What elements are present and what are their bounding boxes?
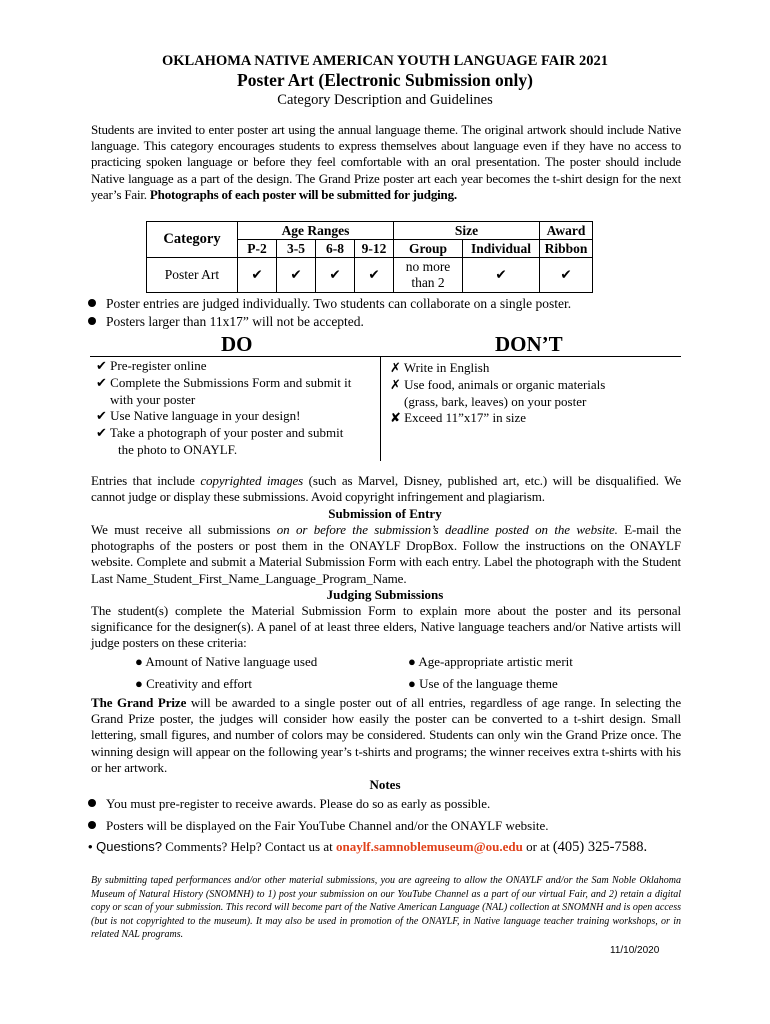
rule-item: Posters larger than 11x17” will not be accepted.: [88, 313, 571, 331]
do-item: ✔ Pre-register online: [96, 358, 207, 373]
age-3-5: 3-5: [277, 240, 316, 258]
size-header: Size: [394, 222, 540, 240]
award-header: Award: [540, 222, 593, 240]
document-date: 11/10/2020: [610, 945, 660, 956]
notes-heading: Notes: [369, 777, 401, 792]
criterion-item: ● Use of the language theme: [408, 676, 558, 691]
check-ribbon: ✔: [540, 258, 593, 293]
do-heading: DO: [221, 332, 253, 356]
criterion-item: ● Amount of Native language used: [135, 654, 318, 669]
age-6-8: 6-8: [316, 240, 355, 258]
rules-list: [88, 295, 571, 331]
group-limit: [394, 258, 463, 293]
criterion-item: ● Age-appropriate artistic merit: [408, 654, 573, 669]
check-3-5: ✔: [277, 258, 316, 293]
dont-heading: DON’T: [495, 332, 563, 356]
submission-paragraph: We must receive all submissions on or before the submission’s deadline posted on the website. E-mail the photographs of the posters or post them in the ONAYLF DropBox. Follow the instructions on the ONAYLF website. Complete and submit a Material Submission Form with each entry. Label the photograph with the Student Last Name_Student_First_Name_Language_Program_Name.: [91, 522, 681, 586]
dont-list: [390, 360, 680, 427]
category-header: Category: [147, 222, 238, 258]
rule-item: Poster entries are judged individually. Two students can collaborate on a single poster.: [88, 295, 571, 313]
category-title: Poster Art (Electronic Submission only): [237, 70, 533, 90]
judging-heading: Judging Submissions: [326, 587, 444, 602]
dont-item: ✗ Write in English: [390, 360, 490, 375]
criterion-item: ● Creativity and effort: [135, 676, 252, 691]
note-item: Posters will be displayed on the Fair YouTube Channel and/or the ONAYLF website.: [88, 818, 548, 834]
check-p2: ✔: [238, 258, 277, 293]
bullet-icon: [88, 317, 96, 325]
age-ranges-header: Age Ranges: [238, 222, 394, 240]
dont-item: ✗ Use food, animals or organic materials: [390, 376, 606, 392]
check-9-12: ✔: [355, 258, 394, 293]
bullet-icon: [88, 299, 96, 307]
check-6-8: ✔: [316, 258, 355, 293]
age-p2: P-2: [238, 240, 277, 258]
age-9-12: 9-12: [355, 240, 394, 258]
fine-print: By submitting taped performances and/or other material submissions, you are agreeing to allow the ONAYLF and/or the Sam Noble Oklahoma Museum of Natural History (SNOMNH) to 1) post your submission on our YouTube Channel as a part of our virtual Fair, and 2) retain a digital copy or scan of your submission. This record will become part of the Native American Language (NAL) collection at SNOMNH and is open access (but is not copyrighted to the museum). It may also be used in promotion of the ONAYLF, in Native language teacher training workshops, or in related NAL programs.: [91, 875, 681, 940]
group-header: Group: [394, 240, 463, 258]
grand-prize-bold: The Grand Prize: [91, 695, 187, 710]
do-dont-divider: [90, 356, 681, 357]
copyright-paragraph: Entries that include copyrighted images (such as Marvel, Disney, published art, etc.) will be disqualified. We cannot judge or display these submissions. Avoid copyright infringement and plagiarism.: [91, 473, 682, 505]
intro-text: Students are invited to enter poster art using the annual language theme. The original artwork should include Native language. This category encourages students to express themselves about language even if they have no access to practicing spoken language or before they feel comfortable with an oral presentation. The poster should include Native language as a part of the design. The Grand Prize poster art each year becomes the t-shirt design for the next year’s Fair.: [91, 122, 681, 202]
judging-paragraph: The student(s) complete the Material Submission Form to explain more about the poster and its personal significance for the designer(s). A panel of at least three elders, Native language teachers and/or Native artists will judge posters on these criteria:: [91, 603, 681, 651]
do-item-continued: the photo to ONAYLF.: [118, 441, 238, 457]
category-table: [146, 221, 593, 293]
grand-prize-paragraph: The Grand Prize will be awarded to a single poster out of all entries, regardless of age range. In selecting the Grand Prize poster, the judges will consider how easily the poster can be converted to a t-shirt design. Small lettering, small figures, and number of colors may be considered. Students can only win the Grand Prize once. The winning design will appear on the following year’s t-shirts and programs; the winner receives extra t-shirts with his or her artwork.: [91, 695, 681, 775]
do-item: ✔ Complete the Submissions Form and submit it: [96, 374, 352, 390]
deadline-italic: on or before the submission’s deadline posted on the website.: [276, 522, 618, 537]
guidelines-subtitle: Category Description and Guidelines: [277, 92, 493, 108]
do-item: ✔ Use Native language in your design!: [96, 408, 301, 424]
bullet-icon: [88, 799, 96, 807]
poster-art-label: Poster Art: [147, 258, 238, 293]
contact-line: • Questions? Comments? Help? Contact us at onaylf.samnoblemuseum@ou.edu or at (405) 325-7588.: [88, 839, 648, 855]
contact-questions: • Questions?: [88, 839, 162, 854]
group-limit-line2: than 2: [411, 275, 445, 290]
do-item: ✔ Take a photograph of your poster and submit: [96, 425, 344, 441]
check-individual: ✔: [463, 258, 540, 293]
individual-header: Individual: [463, 240, 540, 258]
intro-paragraph: [91, 122, 681, 203]
copyright-italic: copyrighted images: [200, 473, 304, 488]
do-dont-column-divider: [380, 356, 381, 461]
dont-item-continued: (grass, bark, leaves) on your poster: [404, 393, 587, 409]
contact-email-link[interactable]: onaylf.samnoblemuseum@ou.edu: [335, 839, 523, 854]
note-item: You must pre-register to receive awards. Please do so as early as possible.: [88, 796, 490, 812]
fair-title: OKLAHOMA NATIVE AMERICAN YOUTH LANGUAGE FAIR 2021: [161, 53, 609, 69]
submission-heading: Submission of Entry: [328, 506, 442, 521]
do-item-continued: with your poster: [110, 391, 196, 407]
group-limit-line1: no more: [405, 259, 451, 274]
intro-bold-text: Photographs of each poster will be submitted for judging.: [149, 186, 457, 202]
ribbon-header: Ribbon: [540, 240, 593, 258]
do-list: [96, 358, 376, 459]
dont-item: ✘ Exceed 11”x17” in size: [390, 410, 527, 426]
bullet-icon: [88, 821, 96, 829]
contact-phone: (405) 325-7588.: [552, 839, 648, 855]
